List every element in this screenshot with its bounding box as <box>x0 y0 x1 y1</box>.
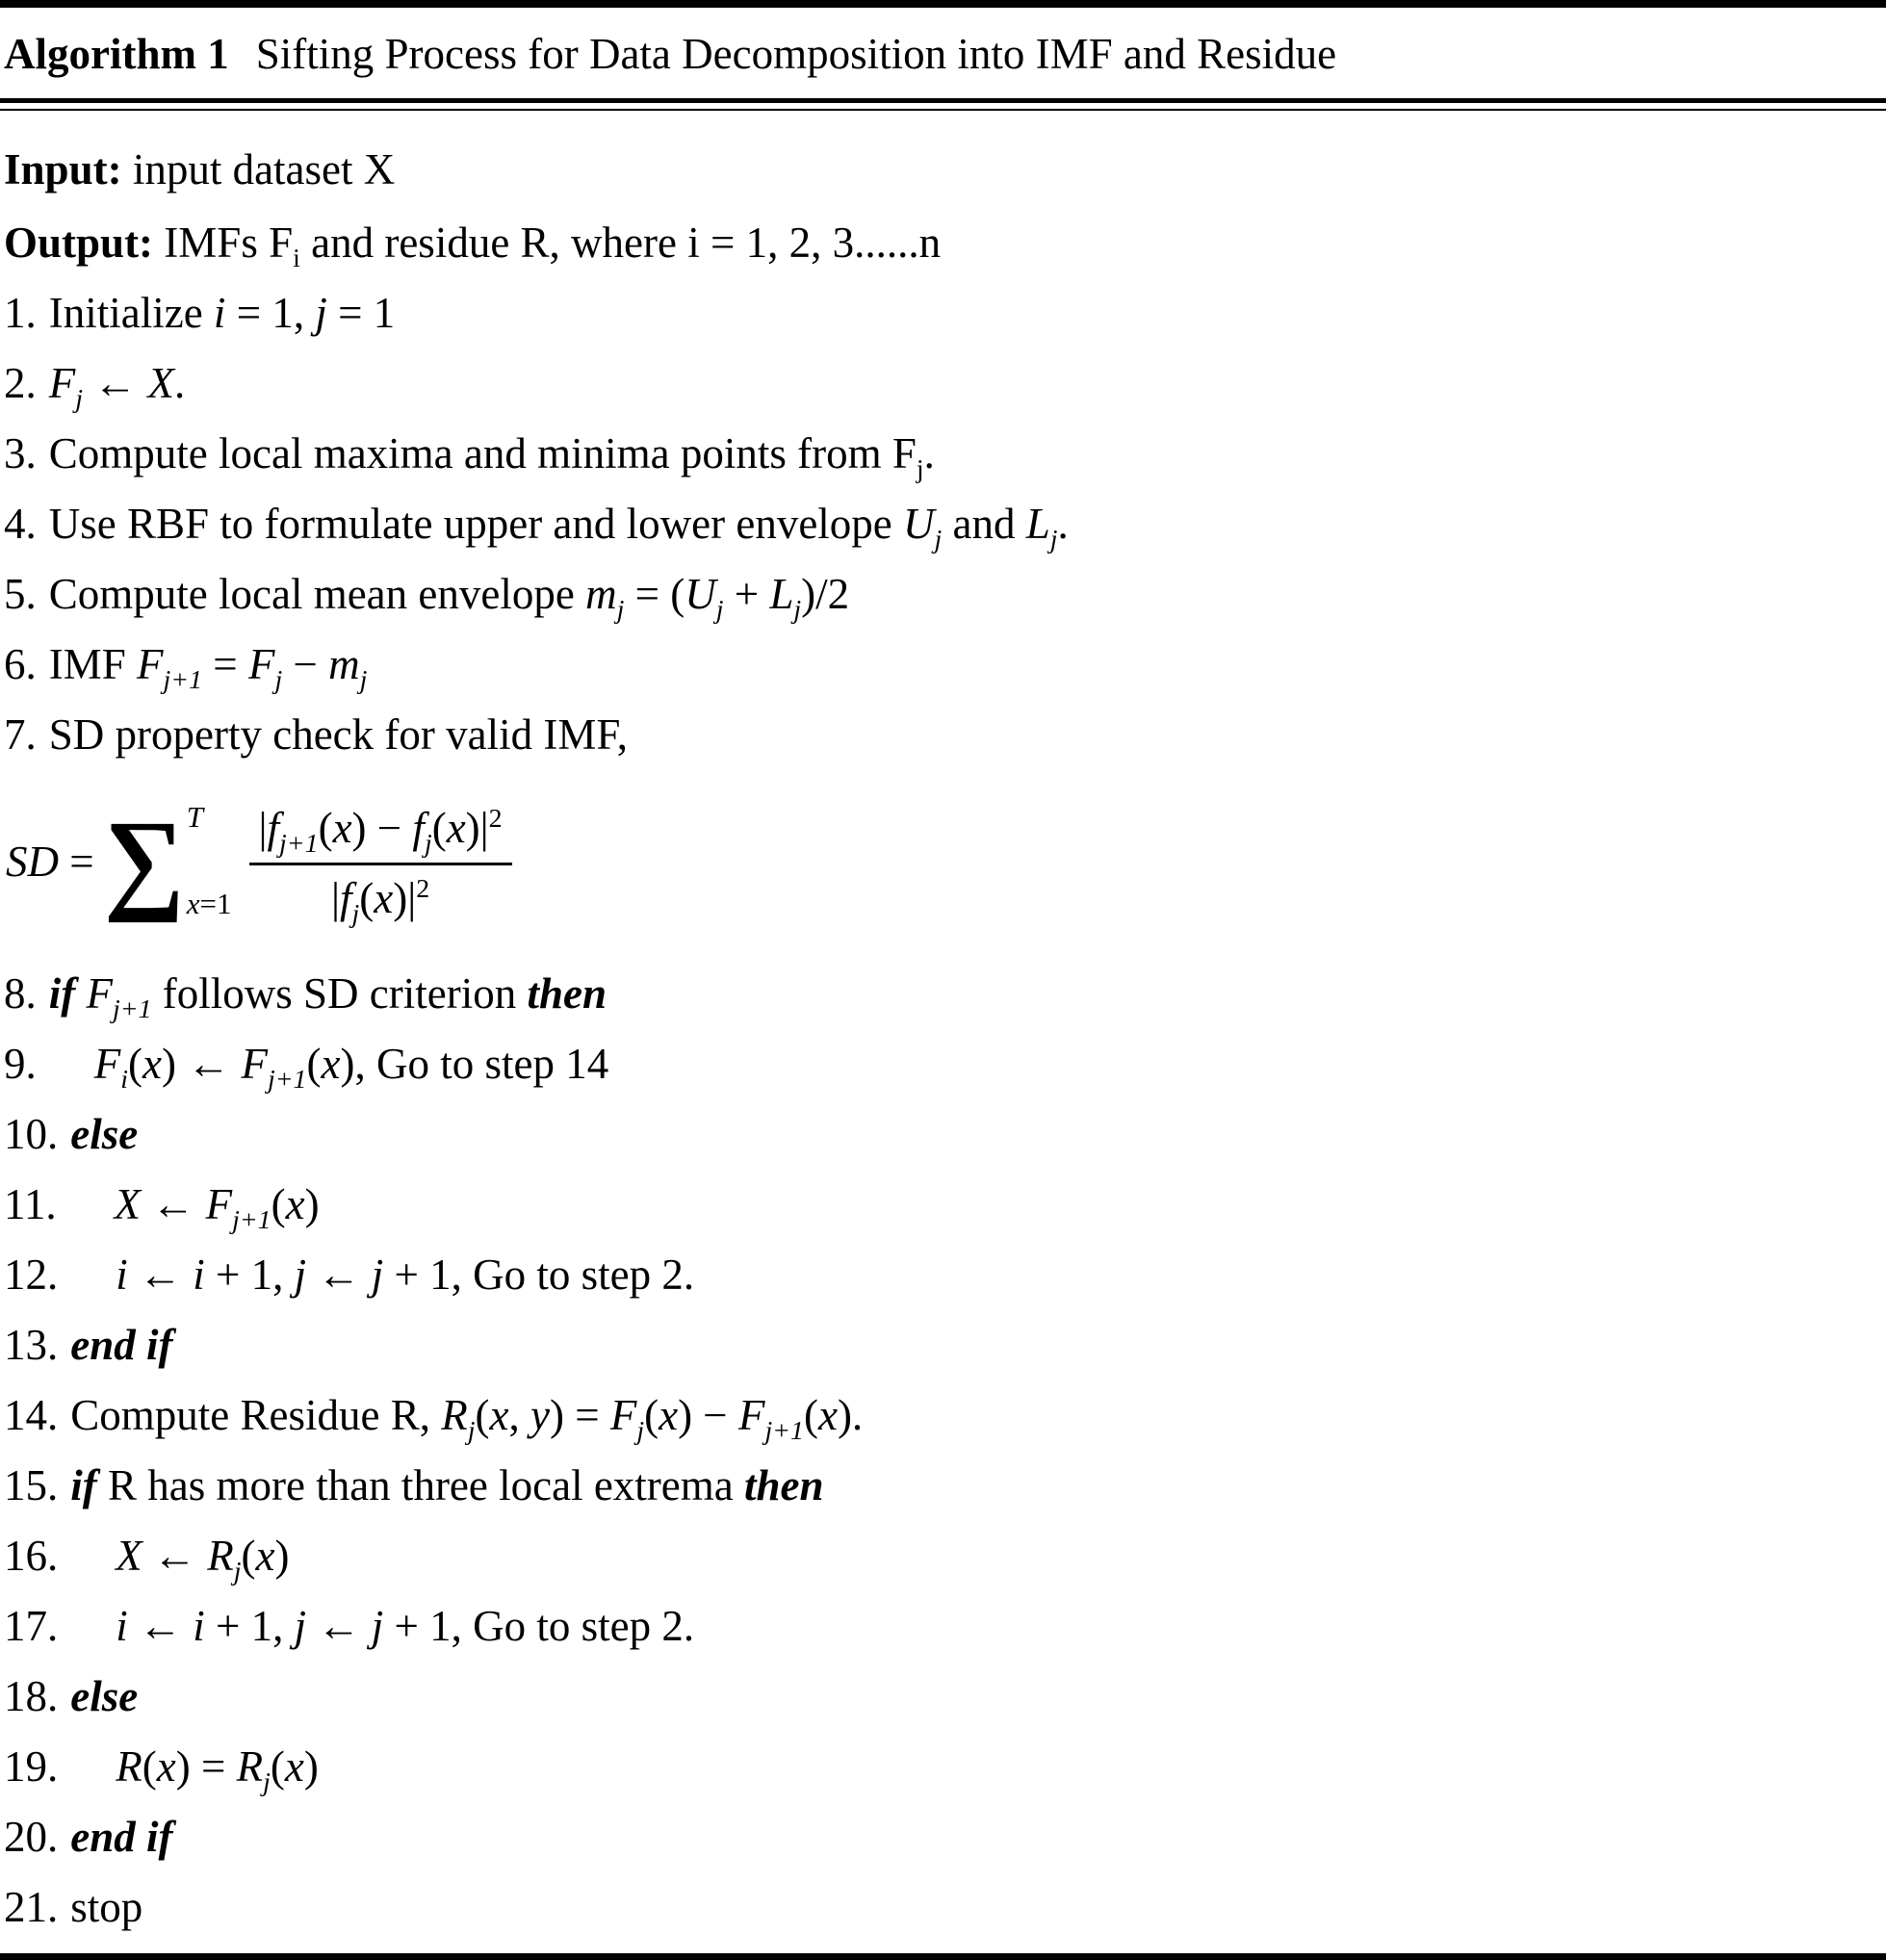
algorithm-step-4 <box>4 500 1880 554</box>
subscript: j <box>75 384 83 414</box>
subscript: j <box>916 454 924 484</box>
text-segment: IMFs $F_i$ <box>153 219 300 273</box>
step-number: 13. <box>4 1321 59 1369</box>
step-content <box>70 1461 823 1509</box>
subscript: j <box>424 829 432 859</box>
text-segment: SD property check for valid IMF, <box>48 710 629 759</box>
text-segment: x <box>284 1742 304 1791</box>
step-content <box>70 1110 138 1158</box>
algorithm-step-10 <box>4 1110 1880 1158</box>
text-segment: $F_{j+1}$ <box>86 969 152 1024</box>
algorithm-step-8 <box>4 969 1880 1024</box>
text-segment: X <box>116 1532 142 1580</box>
step-number: 3. <box>4 429 37 477</box>
subscript: i <box>293 244 300 273</box>
step-number: 11. <box>4 1180 57 1228</box>
text-segment: $F_j$ <box>609 1391 645 1446</box>
text-segment: x <box>817 1391 838 1439</box>
step-content <box>70 1391 864 1446</box>
text-segment: x <box>255 1532 275 1580</box>
step-number: 4. <box>4 500 37 548</box>
text-segment: = ( <box>624 570 685 618</box>
algorithm-step-2 <box>4 359 1880 414</box>
step-content <box>48 500 1069 554</box>
sd-formula <box>6 797 1880 929</box>
text-segment: ( <box>271 1180 286 1228</box>
text-segment: ( <box>306 1040 322 1088</box>
text-segment: x <box>659 1391 679 1439</box>
text-segment: i <box>213 289 226 337</box>
algorithm-step-20 <box>4 1813 1880 1861</box>
algorithm-body <box>0 111 1886 1953</box>
algorithm-step-9 <box>4 1040 1880 1095</box>
subscript: j <box>715 595 724 625</box>
subscript: j <box>1049 525 1058 554</box>
text-segment: Input: <box>4 145 122 193</box>
text-segment: $f_j$ <box>412 804 432 859</box>
text-segment: ). <box>837 1391 864 1439</box>
subscript: j+1 <box>279 829 319 859</box>
text-segment: ( <box>318 804 333 852</box>
step-content <box>70 1672 138 1720</box>
text-segment: | <box>330 874 340 922</box>
summation-limits <box>187 800 232 923</box>
text-segment: Use RBF to formulate upper and lower envelope <box>48 500 904 548</box>
summation-lower-limit <box>187 887 232 921</box>
text-segment: ) <box>304 1180 320 1228</box>
text-segment: ) <box>303 1742 319 1791</box>
subscript: j+1 <box>163 665 203 695</box>
text-segment: =1 <box>199 886 232 920</box>
text-segment: ← <box>141 1180 206 1228</box>
text-segment: Compute local maxima and minima points from $F_j$ <box>48 429 924 484</box>
text-segment: = <box>59 837 94 886</box>
text-segment: + 1, <box>204 1251 295 1299</box>
text-segment: then <box>743 1461 824 1509</box>
text-segment: then <box>527 969 607 1018</box>
text-segment: $f_{j+1}$ <box>267 804 319 859</box>
algorithm-step-17 <box>4 1602 1880 1650</box>
text-segment: end if <box>70 1321 173 1369</box>
step-number: 12. <box>4 1251 59 1299</box>
algorithm-step-14 <box>4 1391 1880 1446</box>
text-segment: | <box>258 804 268 852</box>
text-segment: X <box>147 359 174 407</box>
text-segment: j <box>294 1602 307 1650</box>
step-number: 14. <box>4 1391 59 1439</box>
text-segment: x <box>186 886 200 920</box>
step-content <box>93 1040 609 1095</box>
text-segment: ) − <box>351 804 413 852</box>
text-segment: j <box>294 1251 307 1299</box>
step-content <box>48 640 368 695</box>
step-number: 21. <box>4 1883 59 1931</box>
subscript: j <box>274 665 283 695</box>
text-segment: ( <box>128 1040 142 1088</box>
text-segment: T <box>186 799 204 834</box>
text-segment: ) = <box>549 1391 610 1439</box>
text-segment: $L_j$ <box>769 570 802 625</box>
text-segment: input dataset X <box>121 145 396 193</box>
text-segment: ) <box>274 1532 290 1580</box>
text-segment: $F_j$ <box>48 359 83 414</box>
text-segment: follows SD criterion <box>151 969 528 1018</box>
header-rule <box>0 98 1886 111</box>
algorithm-step-16 <box>4 1532 1880 1586</box>
text-segment: Output: <box>4 219 154 267</box>
text-segment: end if <box>70 1813 173 1861</box>
text-segment: ← <box>306 1251 372 1299</box>
text-segment: ) = <box>175 1742 237 1791</box>
subscript: j <box>351 899 360 929</box>
text-segment: + 1, Go to step 2. <box>383 1602 695 1650</box>
text-segment: )/2 <box>801 570 850 618</box>
subscript: j <box>636 1416 645 1446</box>
step-number: 16. <box>4 1532 59 1580</box>
subscript: j <box>263 1767 271 1797</box>
text-segment: )$|^2$ <box>393 874 430 922</box>
step-number: 1. <box>4 289 37 337</box>
formula-fraction <box>249 799 512 929</box>
superscript: 2 <box>488 804 503 834</box>
fraction-denominator <box>249 865 512 929</box>
output-line <box>4 219 1880 273</box>
step-content <box>116 1532 290 1586</box>
step-number: 8. <box>4 969 37 1018</box>
text-segment: $F_j$ <box>247 640 283 695</box>
text-segment: ( <box>431 804 447 852</box>
text-segment: ( <box>644 1391 659 1439</box>
text-segment: , <box>508 1391 530 1439</box>
text-segment: R has more than three local extrema <box>108 1461 744 1509</box>
algorithm-step-12 <box>4 1251 1880 1299</box>
summation-upper-limit <box>187 800 203 835</box>
subscript: j <box>934 525 943 554</box>
text-segment: $R_j$ <box>441 1391 476 1446</box>
subscript: j <box>359 665 368 695</box>
subscript: i <box>120 1065 128 1095</box>
formula-lhs <box>6 837 94 887</box>
step-content <box>48 429 935 484</box>
subscript: j+1 <box>764 1416 804 1446</box>
text-segment: ← <box>83 359 148 407</box>
step-content <box>116 1602 694 1650</box>
text-segment: ( <box>359 874 375 922</box>
step-number: 2. <box>4 359 37 407</box>
step-content <box>48 570 850 625</box>
step-content <box>114 1180 320 1235</box>
step-content <box>70 1321 172 1369</box>
text-segment: X <box>114 1180 142 1228</box>
text-segment: $R_j$ <box>207 1532 242 1586</box>
subscript: j+1 <box>113 994 152 1024</box>
fraction-numerator <box>249 799 512 865</box>
text-segment: ) − <box>678 1391 738 1439</box>
text-segment: i <box>193 1251 205 1299</box>
text-segment: Compute local mean envelope <box>48 570 586 618</box>
input-line <box>4 145 1880 193</box>
text-segment: x <box>446 804 466 852</box>
text-segment: x <box>374 874 394 922</box>
text-segment: x <box>156 1742 176 1791</box>
sigma-glyph: ∑ <box>103 797 185 924</box>
text-segment: x <box>142 1040 162 1088</box>
text-segment: = <box>202 640 248 688</box>
text-segment: x <box>489 1391 509 1439</box>
text-segment: ) ← <box>161 1040 242 1088</box>
text-segment: $U_j$ <box>685 570 724 625</box>
algorithm-step-7 <box>4 710 1880 759</box>
algorithm-header <box>0 8 1886 98</box>
algorithm-label: Algorithm 1 <box>4 30 229 78</box>
algorithm-step-13 <box>4 1321 1880 1369</box>
text-segment: ( <box>803 1391 818 1439</box>
text-segment: $F_{j+1}$ <box>737 1391 804 1446</box>
text-segment: $R_j$ <box>236 1742 271 1797</box>
step-content <box>116 1251 694 1299</box>
subscript: j <box>467 1416 476 1446</box>
text-segment: $F_{j+1}$ <box>241 1040 307 1095</box>
text-segment: )$|^2$ <box>465 804 503 852</box>
text-segment: ← <box>142 1532 208 1580</box>
step-number: 5. <box>4 570 37 618</box>
summation <box>103 797 249 924</box>
text-segment: and residue R, where i = 1, 2, 3......n <box>299 219 942 267</box>
algorithm-step-5 <box>4 570 1880 625</box>
algorithm-step-1 <box>4 289 1880 337</box>
text-segment: x <box>285 1180 305 1228</box>
step-content <box>49 289 395 337</box>
top-rule <box>0 0 1886 8</box>
step-number: 6. <box>4 640 37 688</box>
text-segment: − <box>282 640 329 688</box>
algorithm-step-3 <box>4 429 1880 484</box>
text-segment: ← <box>306 1602 372 1650</box>
text-segment: $F_i$ <box>93 1040 128 1095</box>
algorithm-step-11 <box>4 1180 1880 1235</box>
step-content <box>70 1813 172 1861</box>
text-segment: = 1 <box>326 289 396 337</box>
text-segment: i <box>193 1602 205 1650</box>
subscript: j <box>793 595 802 625</box>
text-segment: R <box>116 1742 142 1791</box>
step-content <box>49 710 628 759</box>
subscript: j+1 <box>232 1205 271 1235</box>
text-segment: y <box>530 1391 550 1439</box>
text-segment: ( <box>241 1532 256 1580</box>
bottom-rule <box>0 1953 1886 1960</box>
text-segment: ( <box>270 1742 285 1791</box>
text-segment: = 1, <box>225 289 316 337</box>
text-segment: $m_j$ <box>328 640 368 695</box>
text-segment: $m_j$ <box>585 570 625 625</box>
step-number: 9. <box>4 1040 37 1088</box>
step-number: 15. <box>4 1461 59 1509</box>
text-segment: + 1, <box>204 1602 295 1650</box>
text-segment: ← <box>127 1602 194 1650</box>
text-segment: $L_j$ <box>1025 500 1058 554</box>
text-segment: j <box>371 1602 384 1650</box>
text-segment: Initialize <box>48 289 214 337</box>
text-segment: . <box>174 359 186 407</box>
text-segment: + <box>723 570 770 618</box>
text-segment: j <box>371 1251 384 1299</box>
text-segment: x <box>332 804 352 852</box>
text-segment: $U_j$ <box>903 500 943 554</box>
step-number: 18. <box>4 1672 59 1720</box>
algorithm-title: Sifting Process for Data Decomposition into IMF and Residue <box>255 30 1337 78</box>
step-number: 10. <box>4 1110 59 1158</box>
algorithm-step-19 <box>4 1742 1880 1797</box>
algorithm-step-6 <box>4 640 1880 695</box>
text-segment: . <box>1057 500 1069 548</box>
text-segment: Compute Residue R, <box>70 1391 442 1439</box>
text-segment: ← <box>127 1251 194 1299</box>
algorithm-step-18 <box>4 1672 1880 1720</box>
text-segment: else <box>70 1672 139 1720</box>
text-segment: stop <box>70 1883 143 1931</box>
algorithm-step-21 <box>4 1883 1880 1931</box>
step-content <box>70 1883 142 1931</box>
text-segment: if <box>48 969 87 1018</box>
text-segment: if <box>70 1461 108 1509</box>
algorithm-step-15 <box>4 1461 1880 1509</box>
step-number: 19. <box>4 1742 59 1791</box>
text-segment: $F_{j+1}$ <box>205 1180 271 1235</box>
step-number: 20. <box>4 1813 59 1861</box>
text-segment: $F_{j+1}$ <box>137 640 203 695</box>
text-segment: else <box>70 1110 139 1158</box>
text-segment: ( <box>142 1742 157 1791</box>
text-segment: ( <box>475 1391 490 1439</box>
superscript: 2 <box>416 874 430 904</box>
text-segment: x <box>321 1040 341 1088</box>
text-segment: and <box>942 500 1026 548</box>
text-segment: IMF <box>48 640 138 688</box>
text-segment: i <box>116 1602 128 1650</box>
step-number: 17. <box>4 1602 59 1650</box>
step-number: 7. <box>4 710 37 759</box>
text-segment: . <box>923 429 935 477</box>
subscript: j+1 <box>267 1065 307 1095</box>
step-content <box>48 969 607 1024</box>
subscript: j <box>616 595 625 625</box>
text-segment: i <box>116 1251 128 1299</box>
text-segment: ), Go to step 14 <box>340 1040 609 1088</box>
text-segment: SD <box>6 837 59 886</box>
text-segment: + 1, Go to step 2. <box>383 1251 695 1299</box>
text-segment: $f_j$ <box>339 874 360 929</box>
subscript: j <box>233 1557 242 1586</box>
step-content <box>116 1742 319 1797</box>
text-segment: j <box>315 289 327 337</box>
step-content <box>48 359 186 414</box>
